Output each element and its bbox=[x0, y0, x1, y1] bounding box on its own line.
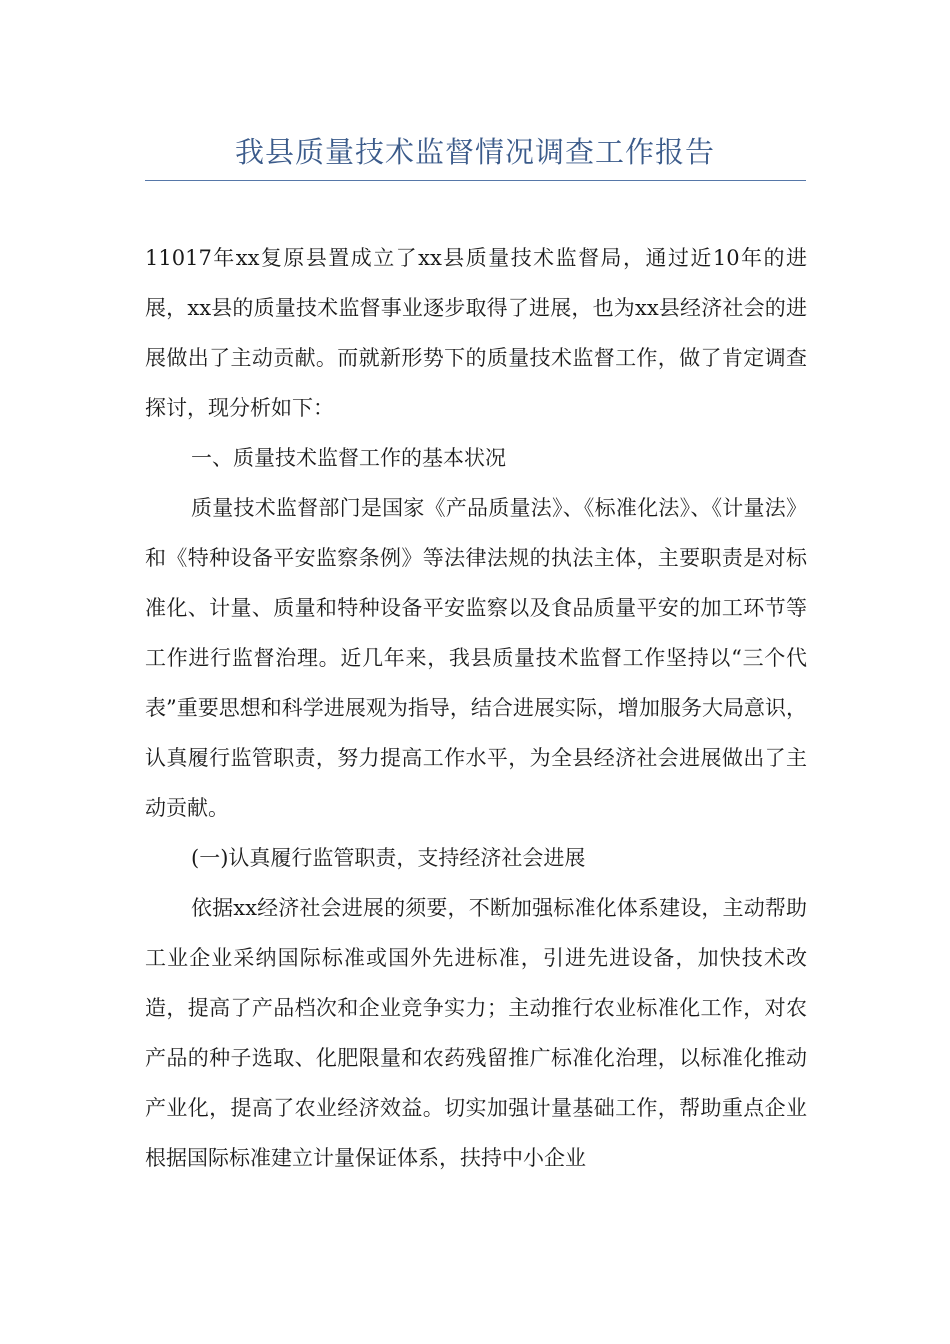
document-title: 我县质量技术监督情况调查工作报告 bbox=[234, 135, 715, 169]
paragraph-responsibilities: 质量技术监督部门是国家《产品质量法》、《标准化法》、《计量法》和《特种设备平安监察条例》等法律法规的执法主体，主要职责是对标准化、计量、质量和特种设备平安监察以及食品质量平安的加工环节等工作进行监督治理。近几年来，我县质量技术监督工作坚持以“三个代表”重要思想和科学进展观为指导，结合进展实际，增加服务大局意识，认真履行监管职责，努力提高工作水平，为全县经济社会进展做出了主动贡献。 bbox=[145, 496, 807, 820]
paragraph-intro: 11017年xx复原县置成立了xx县质量技术监督局，通过近10年的进展，xx县的质量技术监督事业逐步取得了进展，也为xx县经济社会的进展做出了主动贡献。而就新形势下的质量技术监督工作，做了肯定调查探讨，现分析如下： bbox=[145, 246, 807, 420]
section-heading-1: 一、质量技术监督工作的基本状况 bbox=[191, 446, 506, 470]
title-underline bbox=[145, 180, 806, 181]
subsection-heading-1: (一)认真履行监管职责，支持经济社会进展 bbox=[191, 846, 586, 870]
paragraph-standardization: 依据xx经济社会进展的须要，不断加强标准化体系建设，主动帮助工业企业采纳国际标准或国外先进标准，引进先进设备，加快技术改造，提高了产品档次和企业竞争实力；主动推行农业标准化工作，对农产品的种子选取、化肥限量和农药残留推广标准化治理，以标准化推动产业化，提高了农业经济效益。切实加强计量基础工作，帮助重点企业根据国际标准建立计量保证体系，扶持中小企业 bbox=[145, 896, 807, 1170]
document-body bbox=[145, 233, 807, 1183]
